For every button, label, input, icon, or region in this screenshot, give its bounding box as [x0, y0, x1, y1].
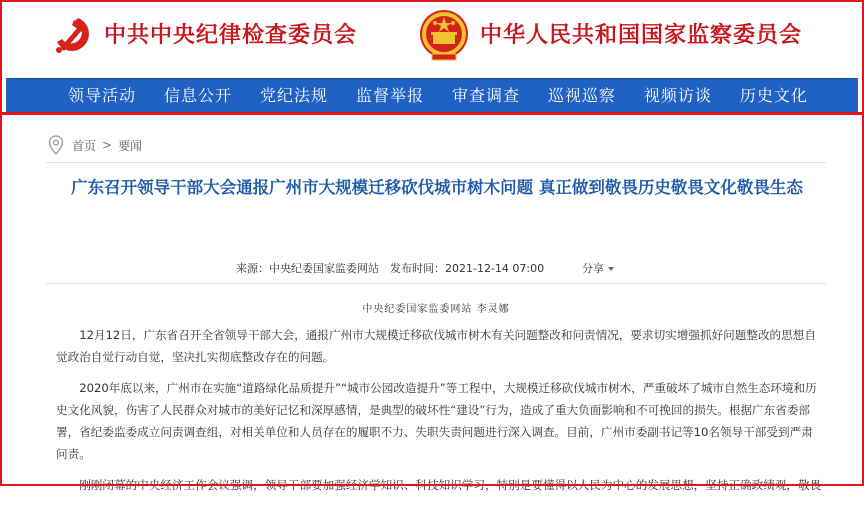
nav-item[interactable]: 历史文化: [739, 86, 808, 105]
article-paragraph: 12月12日，广东省召开全省领导干部大会，通报广州市大规模迁移砍伐城市树木有关问题整改和问责情况，要求切实增强抓好问题整改的思想自觉政治自觉行动自觉，坚决扎实彻底整改存在的问题。: [56, 328, 816, 364]
nav-item[interactable]: 巡视巡察: [547, 86, 616, 105]
article-title: 广东召开领导干部大会通报广州市大规模迁移砍伐城市树木问题 真正做到敬畏历史敬畏文化敬畏生态: [71, 178, 803, 197]
breadcrumb-divider: [46, 162, 826, 163]
nav-item[interactable]: 党纪法规: [259, 86, 328, 105]
location-pin-icon: [48, 135, 64, 155]
header-divider: [0, 112, 864, 115]
article-paragraph: 2020年底以来，广州市在实施“道路绿化品质提升”“城市公园改造提升”等工程中，大规模迁移砍伐城市树木，严重破坏了城市自然生态环境和历史文化风貌，伤害了人民群众对城市的美好记忆和深厚感情，是典型的破坏性“建设”行为，造成了重大负面影响和不可挽回的损失。根据广东省委部署，省纪委监委成立问责调查组，对相关单位和人员存在的履职不力、失职失责问题进行深入调查。目前，广州市委副书记等10名领导干部受到严肃问责。: [56, 381, 817, 461]
cpc-ccdi-title[interactable]: 中共中央纪律检查委员会: [104, 22, 358, 48]
share-button[interactable]: [582, 260, 614, 276]
main-nav: [6, 78, 858, 113]
breadcrumb-current[interactable]: 要闻: [118, 138, 143, 153]
article-byline: 中央纪委国家监委网站 李灵娜: [362, 304, 510, 315]
site-header: [0, 0, 864, 78]
article-meta: [236, 260, 656, 278]
national-emblem-icon: [418, 8, 470, 64]
article-paragraph: 刚刚闭幕的中央经济工作会议强调，领导干部要加强经济学知识、科技知识学习，特别是要懂得以人民为中心的发展思想，坚持正确政绩观，敬畏: [79, 478, 822, 492]
article-source: 来源：中央纪委国家监委网站: [236, 262, 379, 275]
hammer-sickle-icon: [48, 12, 94, 58]
nsc-title[interactable]: 中华人民共和国国家监察委员会: [480, 22, 803, 48]
nav-item[interactable]: 监督举报: [355, 86, 424, 105]
breadcrumb: [48, 134, 142, 156]
article-body: [56, 324, 822, 505]
breadcrumb-separator: >: [102, 138, 113, 152]
nav-item[interactable]: 视频访谈: [643, 86, 712, 105]
chevron-down-icon: [608, 267, 614, 271]
meta-divider: [46, 283, 826, 284]
article-publish-time: 发布时间：2021-12-14 07:00: [390, 262, 545, 275]
nav-item[interactable]: 信息公开: [163, 86, 232, 105]
nav-item[interactable]: 领导活动: [68, 86, 137, 105]
share-label: 分享: [582, 262, 604, 275]
breadcrumb-home[interactable]: 首页: [72, 138, 97, 153]
nav-item[interactable]: 审查调查: [451, 86, 520, 105]
